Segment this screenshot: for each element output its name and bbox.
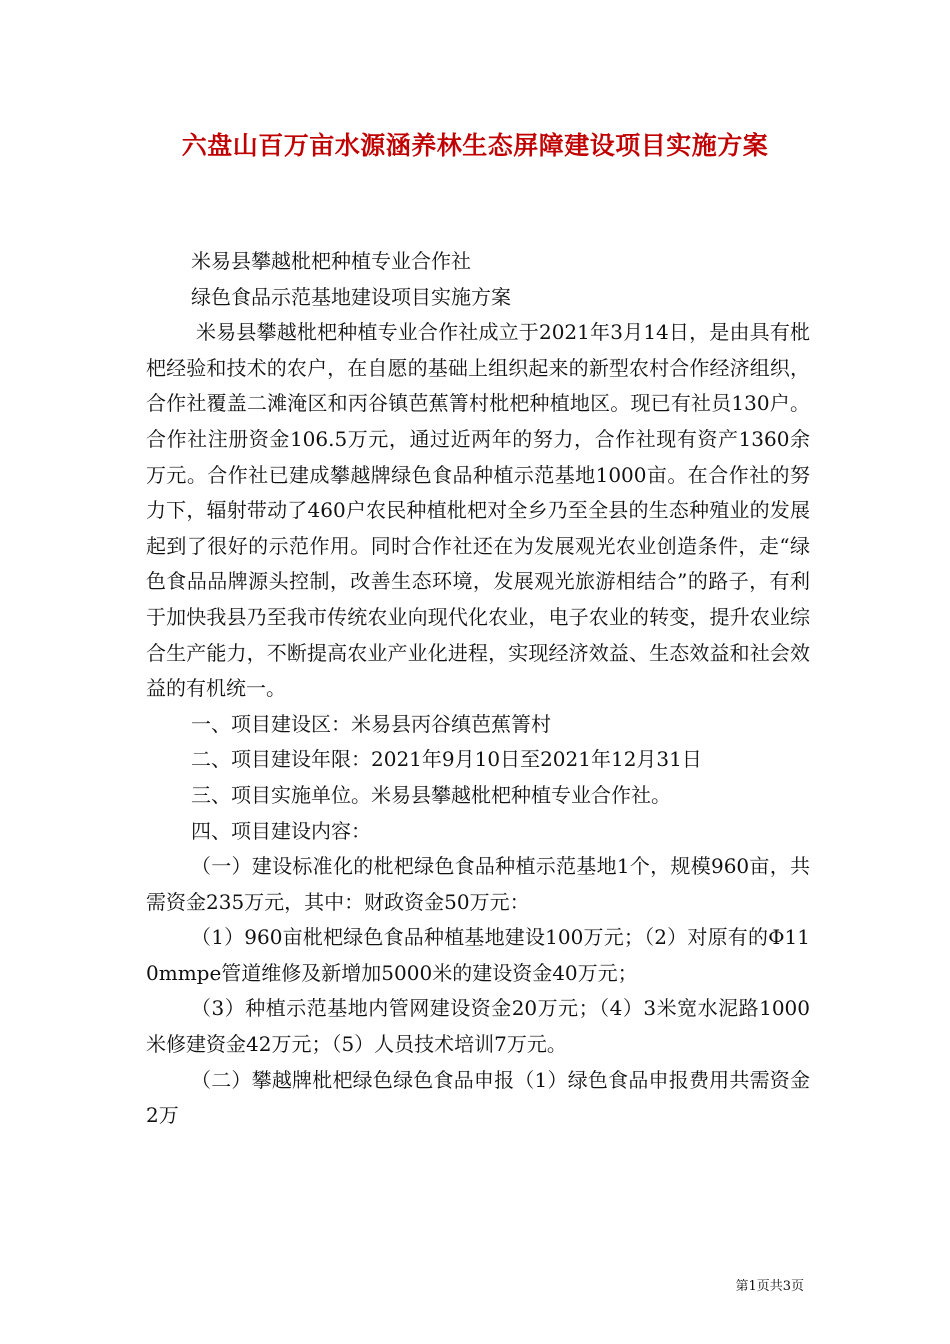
paragraph-plan-subtitle: 绿色食品示范基地建设项目实施方案 (191, 284, 511, 309)
paragraph-section-4: 四、项目建设内容： (191, 818, 371, 843)
page-number: 第1页共3页 (735, 1279, 804, 1294)
paragraph-section-1: 一、项目建设区：米易县丙谷缜芭蕉箐村 (191, 711, 551, 736)
document-title: 六盘山百万亩水源涵养林生态屏障建设项目实施方案 (181, 131, 769, 160)
paragraph-section-3: 三、项目实施单位。米易县攀越枇杷种植专业合作社。 (191, 782, 671, 807)
paragraph-subitems-1-2: （1）960亩枇杷绿色食品种植基地建设100万元；（2）对原有的Φ110mmpe管道维修及新增加5000米的建设资金40万元； (146, 925, 810, 985)
document-body (146, 244, 810, 1134)
paragraph-item-1: （一）建设标准化的枇杷绿色食品种植示范基地1个，规模960亩，共需资金235万元，其中：财政资金50万元： (146, 854, 810, 914)
paragraph-subitems-3-5: （3）种植示范基地内管网建设资金20万元；（4）3米宽水泥路1000米修建资金42万元；（5）人员技术培训7万元。 (146, 996, 810, 1057)
paragraph-item-2: （二）攀越牌枇杷绿色绿色食品申报（1）绿色食品申报费用共需资金2万 (146, 1067, 810, 1128)
paragraph-introduction: 米易县攀越枇杷种植专业合作社成立于2021年3月14日，是由具有枇杷经验和技术的农户，在自愿的基础上组织起来的新型农村合作经济组织，合作社覆盖二滩淹区和丙谷镇芭蕉箐村枇杷种植地区。现已有社员130户。合作社注册资金106.5万元，通过近两年的努力，合作社现有资产1360余万元。合作社已建成攀越牌绿色食品种植示范基地1000亩。在合作社的努力下，辐射带动了460户农民种植枇杷对全乡乃至全县的生态种殖业的发展起到了很好的示范作用。同时合作社还在为发展观光农业创造条件，走“绿色食品品牌源头控制，改善生态环境，发展观光旅游相结合”的路子，有利于加快我县乃至我市传统农业向现代化农业，电子农业的转变，提升农业综合生产能力，不断提高农业产业化进程，实现经济效益、生态效益和社会效益的有机统一。 (146, 320, 810, 701)
paragraph-cooperative-name: 米易县攀越枇杷种植专业合作社 (191, 249, 471, 273)
paragraph-section-2: 二、项目建设年限：2021年9月10日至2021年12月31日 (191, 747, 702, 772)
